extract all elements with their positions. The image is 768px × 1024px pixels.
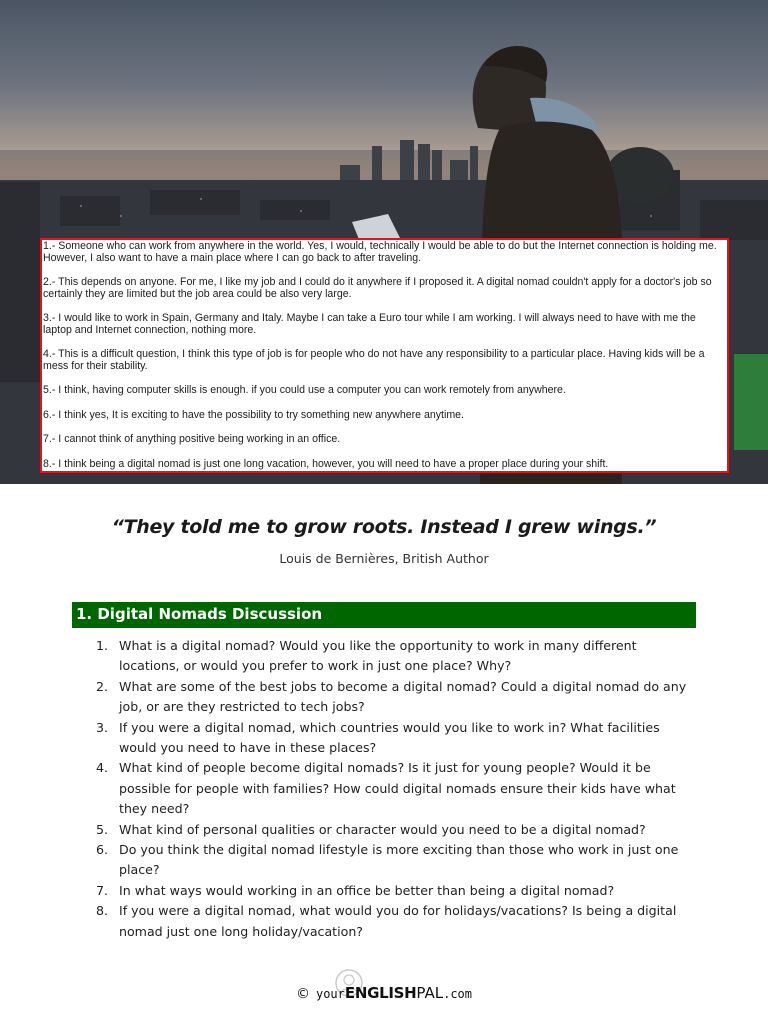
question-text: What kind of personal qualities or character would you need to be a digital nomad? — [119, 821, 646, 837]
question-number: 3. — [96, 719, 109, 735]
brand-prefix: your — [315, 987, 345, 1001]
question-number: 1. — [96, 638, 109, 653]
question-text: What is a digital nomad? Would you like the opportunity to work in many different locations, or would you prefer to work in just one place? Why? — [119, 638, 637, 674]
section-title: 1. Digital Nomads Discussion — [72, 602, 696, 628]
list-item — [94, 881, 694, 901]
answer-3: 3.- I would like to work in Spain, Germany and Italy. Maybe I can take a Euro tour while I am working. I will always need to have with me the laptop and Internet connection, nothing more. — [43, 312, 696, 336]
decorative-green-bar — [734, 354, 768, 450]
question-number: 4. — [96, 760, 109, 776]
list-item — [94, 840, 694, 881]
answer-5: 5.- I think, having computer skills is enough. if you could use a computer you can work remotely from anywhere. — [43, 384, 566, 396]
answer-8: 8.- I think being a digital nomad is just one long vacation, however, you will need to have a proper place during your shift. — [43, 457, 609, 470]
answer-1: 1.- Someone who can work from anywhere in the world. Yes, I would, technically I would be able to do but the Internet connection is holding me. However, I also want to have a main place where I can go back to after traveling. — [43, 240, 717, 264]
brand-main: ENGLISH — [344, 984, 417, 1002]
list-item — [94, 758, 694, 819]
list-item — [94, 677, 694, 718]
quote-text: “They told me to grow roots. Instead I grew wings.” — [111, 516, 657, 538]
question-text: If you were a digital nomad, which countries would you like to work in? What facilities would you need to have in these places? — [119, 719, 660, 756]
brand-tld: .com — [443, 987, 473, 1001]
question-number: 2. — [96, 678, 109, 694]
question-text: Do you think the digital nomad lifestyle is more exciting than those who work in just one place? — [119, 842, 679, 878]
question-number: 5. — [96, 821, 109, 837]
answers-box — [40, 238, 729, 473]
answer-2: 2.- This depends on anyone. For me, I like my job and I could do it anywhere if I proposed it. A digital nomad couldn't apply for a doctor's job so certainly they are limited but the job area could be also very large. — [43, 276, 712, 300]
question-text: What kind of people become digital nomads? Is it just for young people? Would it be possible for people with families? How could digital nomads ensure their kids have what they need? — [119, 760, 676, 817]
copyright-symbol: © — [295, 986, 310, 1002]
list-item — [94, 636, 694, 677]
question-number: 7. — [96, 882, 109, 898]
answer-4: 4.- This is a difficult question, I think this type of job is for people who do not have any responsibility to a particular place. Having kids will be a mess for their stability. — [43, 348, 705, 372]
question-list — [94, 636, 694, 942]
quote-author: Louis de Bernières, British Author — [279, 551, 489, 566]
list-item — [94, 718, 694, 759]
question-number: 6. — [96, 842, 109, 858]
list-item — [94, 901, 694, 942]
question-text: In what ways would working in an office be better than being a digital nomad? — [119, 882, 615, 898]
list-item — [94, 820, 694, 840]
question-text: If you were a digital nomad, what would you do for holidays/vacations? Is being a digital nomad just one long holiday/vacation? — [119, 903, 677, 939]
footer-brand — [0, 984, 768, 1002]
answer-6: 6.- I think yes, It is exciting to have the possibility to try something new anywhere anytime. — [43, 408, 465, 421]
question-text: What are some of the best jobs to become a digital nomad? Could a digital nomad do any job, or are they restricted to tech jobs? — [119, 678, 687, 715]
question-number: 8. — [96, 903, 109, 919]
brand-suffix: PAL — [416, 984, 444, 1002]
answer-7: 7.- I cannot think of anything positive being working in an office. — [43, 433, 341, 445]
